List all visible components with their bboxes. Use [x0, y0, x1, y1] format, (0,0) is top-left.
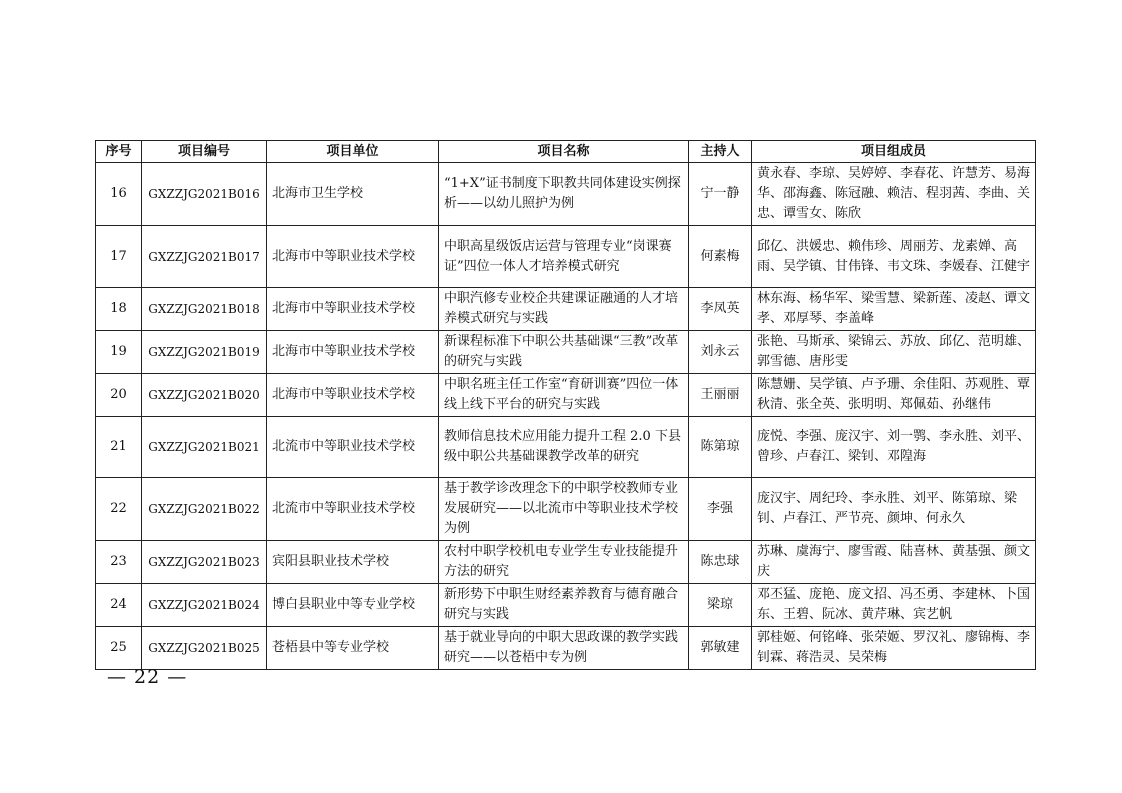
- table-header-row: [96, 141, 1036, 163]
- table-row: [96, 541, 1036, 584]
- cell-members: 邱亿、洪媛忠、赖伟珍、周丽芳、龙素婵、高雨、吴学镇、甘伟锋、韦文珠、李媛春、江健宇: [752, 226, 1036, 288]
- cell-index: 25: [96, 627, 142, 670]
- cell-project-code: GXZZJG2021B017: [142, 226, 267, 288]
- cell-project-name: 基于教学诊改理念下的中职学校教师专业发展研究——以北流市中等职业技术学校为例: [439, 478, 689, 541]
- cell-index: 18: [96, 288, 142, 331]
- cell-members: 庞悦、李强、庞汉宇、刘一鹗、李永胜、刘平、曾珍、卢春江、梁钊、邓隍海: [752, 417, 1036, 478]
- header-project-code: 项目编号: [142, 141, 267, 163]
- cell-members: 林东海、杨华军、梁雪慧、梁新莲、凌赵、谭文孝、邓厚琴、李盖峰: [752, 288, 1036, 331]
- cell-host: 陈忠球: [689, 541, 752, 584]
- cell-project-code: GXZZJG2021B024: [142, 584, 267, 627]
- cell-project-unit: 北海市中等职业技术学校: [267, 226, 439, 288]
- cell-project-name: 中职汽修专业校企共建课证融通的人才培养模式研究与实践: [439, 288, 689, 331]
- cell-host: 李凤英: [689, 288, 752, 331]
- cell-project-name: “1+X”证书制度下职教共同体建设实例探析——以幼儿照护为例: [439, 163, 689, 226]
- cell-project-unit: 宾阳县职业技术学校: [267, 541, 439, 584]
- header-index: 序号: [96, 141, 142, 163]
- cell-host: 李强: [689, 478, 752, 541]
- cell-project-code: GXZZJG2021B022: [142, 478, 267, 541]
- table-row: [96, 584, 1036, 627]
- cell-members: 邓丕猛、庞艳、庞文招、冯丕勇、李建林、卜国东、王碧、阮冰、黄芹琳、宾艺帆: [752, 584, 1036, 627]
- cell-project-name: 教师信息技术应用能力提升工程 2.0 下县级中职公共基础课教学改革的研究: [439, 417, 689, 478]
- header-project-unit: 项目单位: [267, 141, 439, 163]
- cell-members: 黄永春、李琼、吴婷婷、李春花、许慧芳、易海华、邵海鑫、陈冠融、赖洁、程羽茜、李曲、关忠、谭雪女、陈欣: [752, 163, 1036, 226]
- cell-project-name: 新形势下中职生财经素养教育与德育融合研究与实践: [439, 584, 689, 627]
- table-row: [96, 331, 1036, 374]
- table-row: [96, 226, 1036, 288]
- project-table: [95, 140, 1036, 670]
- cell-host: 刘永云: [689, 331, 752, 374]
- header-members: 项目组成员: [752, 141, 1036, 163]
- header-host: 主持人: [689, 141, 752, 163]
- cell-host: 宁一静: [689, 163, 752, 226]
- cell-host: 陈第琼: [689, 417, 752, 478]
- table-row: [96, 163, 1036, 226]
- cell-project-code: GXZZJG2021B023: [142, 541, 267, 584]
- cell-project-code: GXZZJG2021B018: [142, 288, 267, 331]
- header-project-name: 项目名称: [439, 141, 689, 163]
- table-body: [96, 163, 1036, 670]
- table-row: [96, 288, 1036, 331]
- cell-project-name: 中职高星级饭店运营与管理专业“岗课赛证”四位一体人才培养模式研究: [439, 226, 689, 288]
- cell-members: 庞汉宇、周纪玲、李永胜、刘平、陈第琼、梁钊、卢春江、严节亮、颜坤、何永久: [752, 478, 1036, 541]
- table-row: [96, 374, 1036, 417]
- cell-members: 张艳、马斯承、梁锦云、苏放、邱亿、范明雄、郭雪德、唐彤雯: [752, 331, 1036, 374]
- cell-project-name: 基于就业导向的中职大思政课的教学实践研究——以苍梧中专为例: [439, 627, 689, 670]
- table-row: [96, 417, 1036, 478]
- cell-members: 苏琳、虞海宁、廖雪霞、陆喜林、黄基强、颜文庆: [752, 541, 1036, 584]
- cell-index: 24: [96, 584, 142, 627]
- cell-project-code: GXZZJG2021B025: [142, 627, 267, 670]
- cell-project-unit: 博白县职业中等专业学校: [267, 584, 439, 627]
- cell-project-name: 新课程标准下中职公共基础课“三教”改革的研究与实践: [439, 331, 689, 374]
- cell-index: 16: [96, 163, 142, 226]
- cell-project-code: GXZZJG2021B020: [142, 374, 267, 417]
- cell-project-code: GXZZJG2021B021: [142, 417, 267, 478]
- cell-host: 王丽丽: [689, 374, 752, 417]
- cell-project-name: 中职名班主任工作室“育研训赛”四位一体线上线下平台的研究与实践: [439, 374, 689, 417]
- cell-index: 23: [96, 541, 142, 584]
- cell-host: 梁琼: [689, 584, 752, 627]
- cell-project-name: 农村中职学校机电专业学生专业技能提升方法的研究: [439, 541, 689, 584]
- cell-project-unit: 北流市中等职业技术学校: [267, 478, 439, 541]
- cell-project-unit: 北海市中等职业技术学校: [267, 288, 439, 331]
- cell-members: 陈慧姗、吴学镇、卢予珊、余佳阳、苏观胜、覃秋清、张全英、张明明、郑佩茹、孙继伟: [752, 374, 1036, 417]
- cell-project-code: GXZZJG2021B016: [142, 163, 267, 226]
- cell-index: 21: [96, 417, 142, 478]
- cell-project-unit: 北海市中等职业技术学校: [267, 374, 439, 417]
- table-row: [96, 478, 1036, 541]
- cell-host: 郭敏建: [689, 627, 752, 670]
- cell-project-unit: 苍梧县中等专业学校: [267, 627, 439, 670]
- cell-index: 22: [96, 478, 142, 541]
- cell-project-code: GXZZJG2021B019: [142, 331, 267, 374]
- cell-project-unit: 北海市卫生学校: [267, 163, 439, 226]
- cell-project-unit: 北海市中等职业技术学校: [267, 331, 439, 374]
- cell-index: 20: [96, 374, 142, 417]
- cell-index: 19: [96, 331, 142, 374]
- table-row: [96, 627, 1036, 670]
- page-number: — 22 —: [107, 666, 188, 688]
- cell-host: 何素梅: [689, 226, 752, 288]
- cell-project-unit: 北流市中等职业技术学校: [267, 417, 439, 478]
- cell-index: 17: [96, 226, 142, 288]
- cell-members: 郭桂姬、何铭峰、张荣姬、罗汉礼、廖锦梅、李钊霖、蒋浩灵、吴荣梅: [752, 627, 1036, 670]
